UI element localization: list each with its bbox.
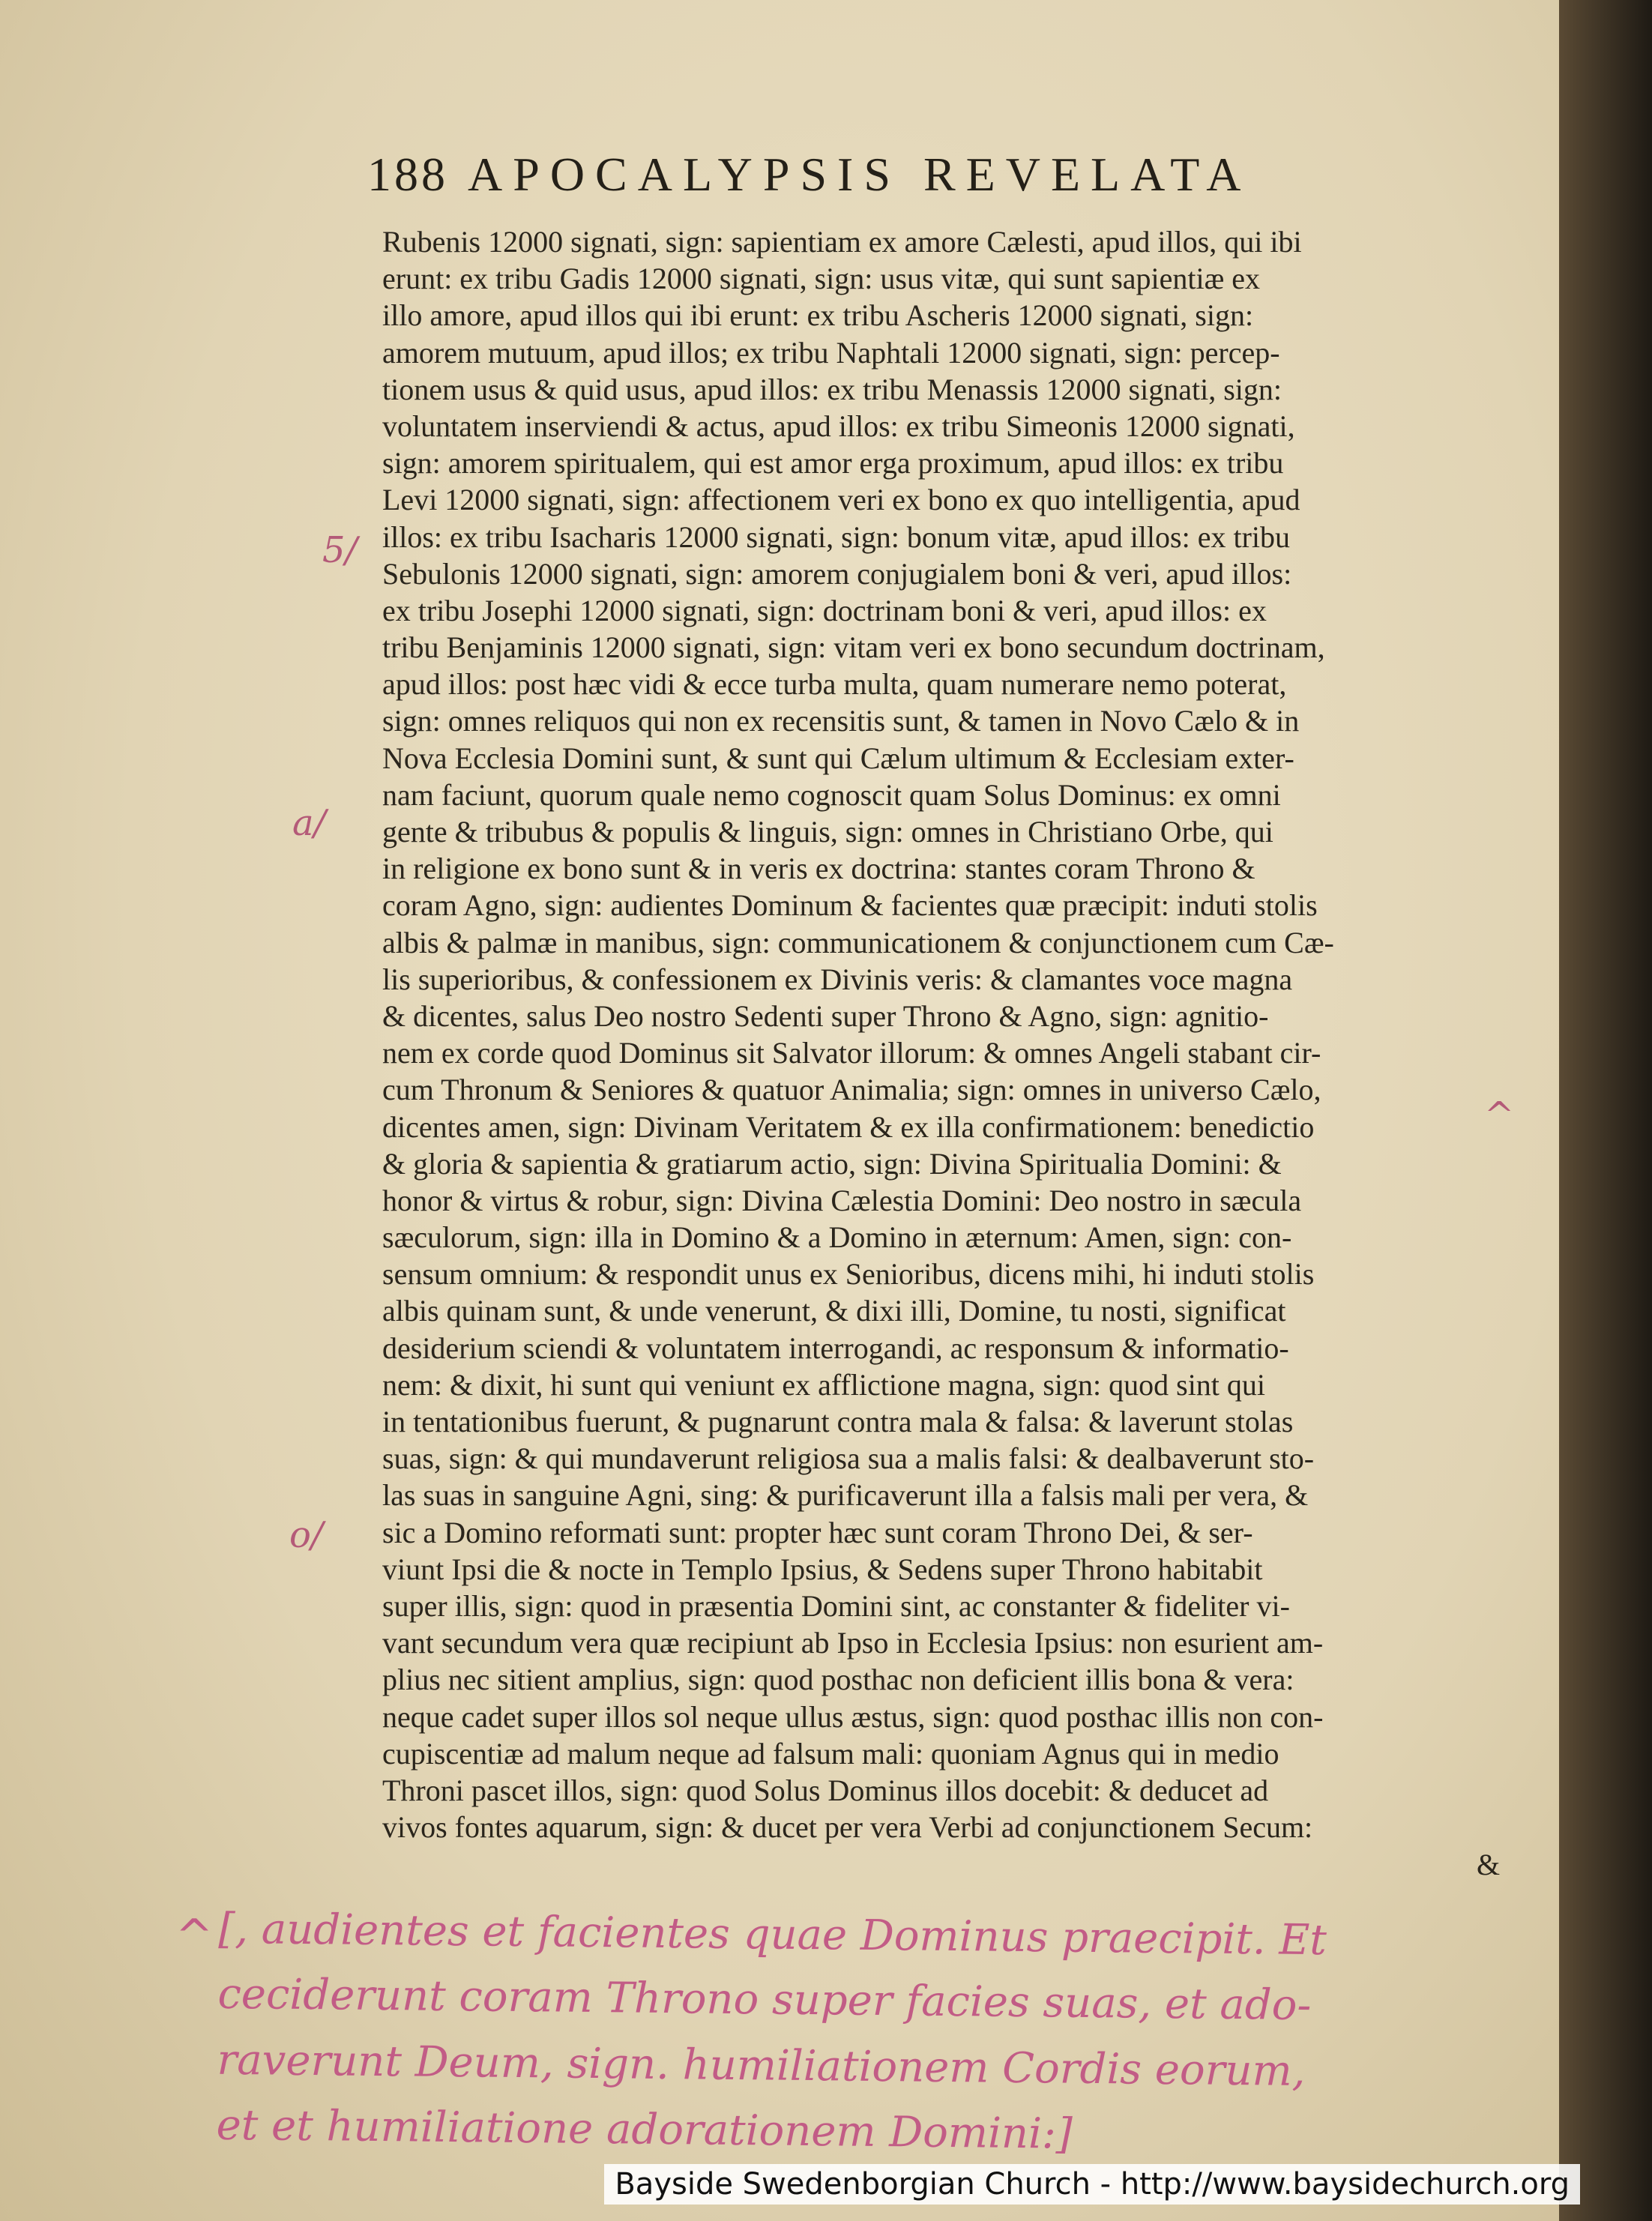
text-line-content: albis & palmæ in manibus, sign: communicationem & conjunctionem cum Cæ-	[382, 925, 1334, 959]
text-line	[382, 1772, 1507, 1809]
text-line-content: Rubenis 12000 signati, sign: sapientiam ex amore Cælesti, apud illos, qui ibi	[382, 225, 1302, 259]
text-line	[382, 1403, 1507, 1440]
text-line-content: cupiscentiæ ad malum neque ad falsum mali: quoniam Agnus qui in medio	[382, 1736, 1279, 1771]
text-line	[382, 1292, 1507, 1329]
handnote-line: ceciderunt coram Throno super facies suas, et ado-	[217, 1970, 1312, 2031]
text-line-content: & gloria & sapientia & gratiarum actio, sign: Divina Spiritualia Domini: &	[382, 1146, 1282, 1181]
text-line-content: Levi 12000 signati, sign: affectionem veri ex bono ex quo intelligentia, apud	[382, 483, 1300, 517]
text-line	[382, 666, 1507, 702]
text-line	[382, 813, 1507, 850]
catchword: &	[1477, 1848, 1501, 1881]
text-line-content: viunt Ipsi die & nocte in Templo Ipsius, & Sedens super Throno habitabit	[382, 1552, 1263, 1586]
text-line	[382, 961, 1507, 998]
text-line	[382, 998, 1507, 1034]
text-line	[382, 1182, 1507, 1219]
text-line	[382, 1071, 1507, 1108]
text-line	[382, 481, 1507, 518]
text-line	[382, 1624, 1507, 1661]
text-line	[382, 1514, 1507, 1551]
text-line-content: Sebulonis 12000 signati, sign: amorem conjugialem boni & veri, apud illos:	[382, 556, 1292, 591]
text-line	[382, 1330, 1507, 1366]
watermark: Bayside Swedenborgian Church - http://www.baysidechurch.org	[604, 2164, 1580, 2205]
text-line-content: apud illos: post hæc vidi & ecce turba multa, quam numerare nemo poterat,	[382, 667, 1287, 702]
text-line	[382, 1034, 1507, 1071]
text-line	[382, 1145, 1507, 1182]
text-line-content: albis quinam sunt, & unde venerunt, & dixi illi, Domine, tu nosti, significat	[382, 1294, 1286, 1328]
text-line-content: sæculorum, sign: illa in Domino & a Domino in æternum: Amen, sign: con-	[382, 1220, 1292, 1255]
text-line	[382, 1477, 1507, 1513]
insertion-caret: ^	[175, 1910, 214, 1962]
text-line-content: las suas in sanguine Agni, sing: & purificaverunt illa a falsis mali per vera, &	[382, 1478, 1309, 1513]
text-line	[382, 371, 1507, 408]
margin-mark-caret: ^	[1484, 1094, 1515, 1136]
text-line-content: sign: amorem spiritualem, qui est amor erga proximum, apud illos: ex tribu	[382, 446, 1284, 480]
text-line-content: tribu Benjaminis 12000 signati, sign: vitam veri ex bono secundum doctrinam,	[382, 630, 1325, 665]
margin-mark-o: o/	[289, 1514, 324, 1556]
text-line	[382, 1809, 1507, 1845]
text-line	[382, 1109, 1507, 1145]
text-line-content: amorem mutuum, apud illos; ex tribu Naphtali 12000 signati, sign: percep-	[382, 335, 1280, 370]
text-line-content: vivos fontes aquarum, sign: & ducet per vera Verbi ad conjunctionem Secum:	[382, 1810, 1313, 1845]
text-line-content: vant secundum vera quæ recipiunt ab Ipso in Ecclesia Ipsius: non esurient am-	[382, 1626, 1324, 1660]
text-line	[382, 1551, 1507, 1588]
bleed-through-text	[315, 187, 322, 223]
text-line	[382, 702, 1507, 739]
text-line	[382, 555, 1507, 592]
text-line	[382, 887, 1507, 923]
text-line	[382, 1699, 1507, 1735]
text-line-content: Nova Ecclesia Domini sunt, & sunt qui Cælum ultimum & Ecclesiam exter-	[382, 741, 1294, 775]
text-line	[382, 297, 1507, 334]
text-line-content: dicentes amen, sign: Divinam Veritatem & ex illa confirmationem: benedictio	[382, 1109, 1315, 1144]
text-line-content: nem ex corde quod Dominus sit Salvator illorum: & omnes Angeli stabant cir-	[382, 1036, 1321, 1070]
text-line	[382, 1256, 1507, 1292]
margin-mark-5: 5/	[322, 529, 358, 571]
text-line-content: & dicentes, salus Deo nostro Sedenti super Throno & Agno, sign: agnitio-	[382, 998, 1269, 1033]
text-line	[382, 519, 1507, 555]
text-line-content: sic a Domino reformati sunt: propter hæc sunt coram Throno Dei, & ser-	[382, 1515, 1253, 1549]
page-edge-shadow	[1559, 0, 1652, 2221]
text-line-content: illos: ex tribu Isacharis 12000 signati, sign: bonum vitæ, apud illos: ex tribu	[382, 519, 1291, 554]
text-line-content: tionem usus & quid usus, apud illos: ex tribu Menassis 12000 signati, sign:	[382, 372, 1282, 406]
text-line	[382, 592, 1507, 629]
running-head	[367, 147, 1432, 202]
text-line-content: suas, sign: & qui mundaverunt religiosa sua a malis falsi: & dealbaverunt sto-	[382, 1441, 1315, 1476]
text-line-content: lis superioribus, & confessionem ex Divinis veris: & clamantes voce magna	[382, 962, 1293, 996]
text-line	[382, 777, 1507, 813]
text-line	[382, 408, 1507, 444]
text-line	[382, 850, 1507, 887]
text-line-content: nem: & dixit, hi sunt qui veniunt ex afflictione magna, sign: quod sint qui	[382, 1367, 1266, 1402]
margin-mark-a: a/	[292, 802, 326, 844]
text-line	[382, 223, 1507, 260]
text-line	[382, 1661, 1507, 1698]
text-line	[382, 1366, 1507, 1403]
handnote-line: et et humiliatione adorationem Domini:]	[216, 2100, 1073, 2159]
handwritten-note	[216, 1896, 1559, 2174]
text-line-content: honor & virtus & robur, sign: Divina Cælestia Domini: Deo nostro in sæcula	[382, 1183, 1302, 1217]
text-line	[382, 1440, 1507, 1477]
text-line-content: desiderium sciendi & voluntatem interrogandi, ac responsum & informatio-	[382, 1331, 1289, 1365]
text-line-content: cum Thronum & Seniores & quatuor Animalia; sign: omnes in universo Cælo,	[382, 1073, 1321, 1107]
text-line	[382, 1735, 1507, 1772]
text-line-content: in tentationibus fuerunt, & pugnarunt contra mala & falsa: & laverunt stolas	[382, 1405, 1294, 1438]
text-line-content: coram Agno, sign: audientes Dominum & facientes quæ præcipit: induti stolis	[382, 888, 1318, 923]
text-line-content: ex tribu Josephi 12000 signati, sign: doctrinam boni & veri, apud illos: ex	[382, 593, 1267, 627]
text-line-content: super illis, sign: quod in præsentia Domini sint, ac constanter & fideliter vi-	[382, 1588, 1290, 1623]
running-title: APOCALYPSIS REVELATA	[468, 148, 1252, 201]
text-line	[382, 1588, 1507, 1624]
text-line-content: erunt: ex tribu Gadis 12000 signati, sign: usus vitæ, qui sunt sapientiæ ex	[382, 262, 1261, 296]
text-line-content: sign: omnes reliquos qui non ex recensitis sunt, & tamen in Novo Cælo & in	[382, 704, 1300, 738]
text-line-content: in religione ex bono sunt & in veris ex doctrina: stantes coram Throno &	[382, 852, 1255, 886]
text-line	[382, 740, 1507, 777]
text-line	[382, 1219, 1507, 1256]
text-line-content: nam faciunt, quorum quale nemo cognoscit quam Solus Dominus: ex omni	[382, 777, 1281, 812]
text-line-content: plius nec sitient amplius, sign: quod posthac non deficient illis bona & vera:	[382, 1663, 1294, 1697]
text-line	[382, 444, 1507, 481]
text-line	[382, 924, 1507, 961]
handnote-line: raverunt Deum, sign. humiliationem Cordis eorum,	[217, 2035, 1306, 2096]
text-line-content: illo amore, apud illos qui ibi erunt: ex tribu Ascheris 12000 signati, sign:	[382, 298, 1254, 333]
text-line-content: gente & tribubus & populis & linguis, sign: omnes in Christiano Orbe, qui	[382, 815, 1273, 849]
text-line-content: Throni pascet illos, sign: quod Solus Dominus illos docebit: & deducet ad	[382, 1773, 1269, 1807]
text-line-content: neque cadet super illos sol neque ullus æstus, sign: quod posthac illis non con-	[382, 1699, 1324, 1734]
body-text	[382, 223, 1507, 1845]
text-line	[382, 629, 1507, 666]
handnote-line: [, audientes et facientes quae Dominus praecipit. Et	[218, 1904, 1327, 1965]
text-line-content: sensum omnium: & respondit unus ex Senioribus, dicens mihi, hi induti stolis	[382, 1257, 1315, 1292]
text-line-content: voluntatem inserviendi & actus, apud illos: ex tribu Simeonis 12000 signati,	[382, 409, 1295, 443]
page-number: 188	[367, 148, 448, 201]
text-line	[382, 260, 1507, 297]
text-line	[382, 334, 1507, 371]
